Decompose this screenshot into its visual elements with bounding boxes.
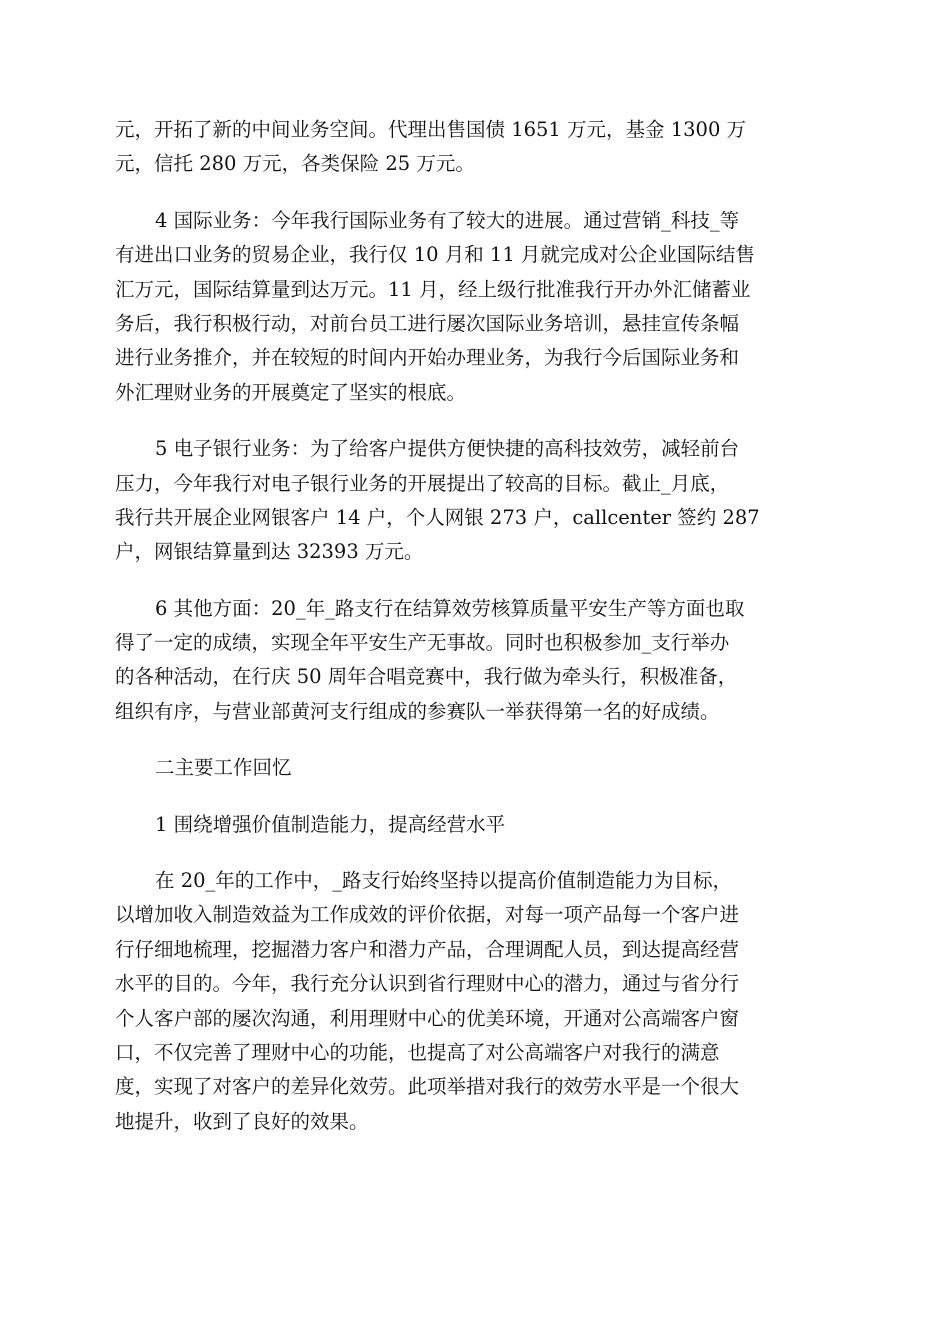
text-line: 得了一定的成绩，实现全年平安生产无事故。同时也积极参加_支行举办 [115,631,730,655]
text-line: 度，实现了对客户的差异化效劳。此项举措对我行的效劳水平是一个很大 [115,1075,740,1099]
text-line: 地提升，收到了良好的效果。 [115,1109,369,1133]
text-line: 户，网银结算量到达 32393 万元。 [115,540,424,564]
text-line: 水平的目的。今年，我行充分认识到省行理财中心的潜力，通过与省分行 [115,972,740,996]
text-line: 的各种活动，在行庆 50 周年合唱竞赛中，我行做为牵头行，积极准备， [115,665,738,689]
paragraph-value-creation [115,864,835,1139]
text-line: 压力，今年我行对电子银行业务的开展提出了较高的目标。截止_月底， [115,471,730,495]
text-line: 4 国际业务：今年我行国际业务有了较大的进展。通过营销_科技_等 [155,208,740,232]
text-line: 5 电子银行业务：为了给客户提供方便快捷的高科技效劳，减轻前台 [155,437,740,461]
text-line: 元，信托 280 万元，各类保险 25 万元。 [115,152,475,176]
text-line: 进行业务推介，并在较短的时间内开始办理业务，为我行今后国际业务和 [115,346,740,370]
document-body [115,113,835,1139]
text-line: 务后，我行积极行动，对前台员工进行屡次国际业务培训，悬挂宣传条幅 [115,311,740,335]
text-line: 我行共开展企业网银客户 14 户，个人网银 273 户，callcenter 签约 287 [115,505,760,529]
text-line: 个人客户部的屡次沟通，利用理财中心的优美环境，开通对公高端客户窗 [115,1006,740,1030]
text-line: 汇万元，国际结算量到达万元。11 月，经上级行批准我行开办外汇储蓄业 [115,277,751,301]
text-line: 组织有序，与营业部黄河支行组成的参赛队一举获得第一名的好成绩。 [115,699,720,723]
text-line: 以增加收入制造效益为工作成效的评价依据，对每一项产品每一个客户进 [115,903,740,927]
heading-line: 二主要工作回忆 [155,756,292,780]
subsection-heading [115,808,835,842]
paragraph-continuation [115,113,835,182]
heading-line: 1 围绕增强价值制造能力，提高经营水平 [155,812,506,836]
paragraph-e-banking [115,432,835,570]
text-line: 外汇理财业务的开展奠定了坚实的根底。 [115,380,467,404]
text-line: 在 20_年的工作中，_路支行始终坚持以提高价值制造能力为目标， [155,869,733,893]
paragraph-international-business [115,204,835,410]
text-line: 行仔细地梳理，挖掘潜力客户和潜力产品，合理调配人员，到达提高经营 [115,937,740,961]
text-line: 6 其他方面：20_年_路支行在结算效劳核算质量平安生产等方面也取 [155,596,745,620]
text-line: 有进出口业务的贸易企业，我行仅 10 月和 11 月就完成对公企业国际结售 [115,243,755,267]
text-line: 元，开拓了新的中间业务空间。代理出售国债 1651 万元，基金 1300 万 [115,118,747,141]
text-line: 口，不仅完善了理财中心的功能，也提高了对公高端客户对我行的满意 [115,1040,720,1064]
section-heading [115,751,835,785]
paragraph-other-aspects [115,592,835,730]
